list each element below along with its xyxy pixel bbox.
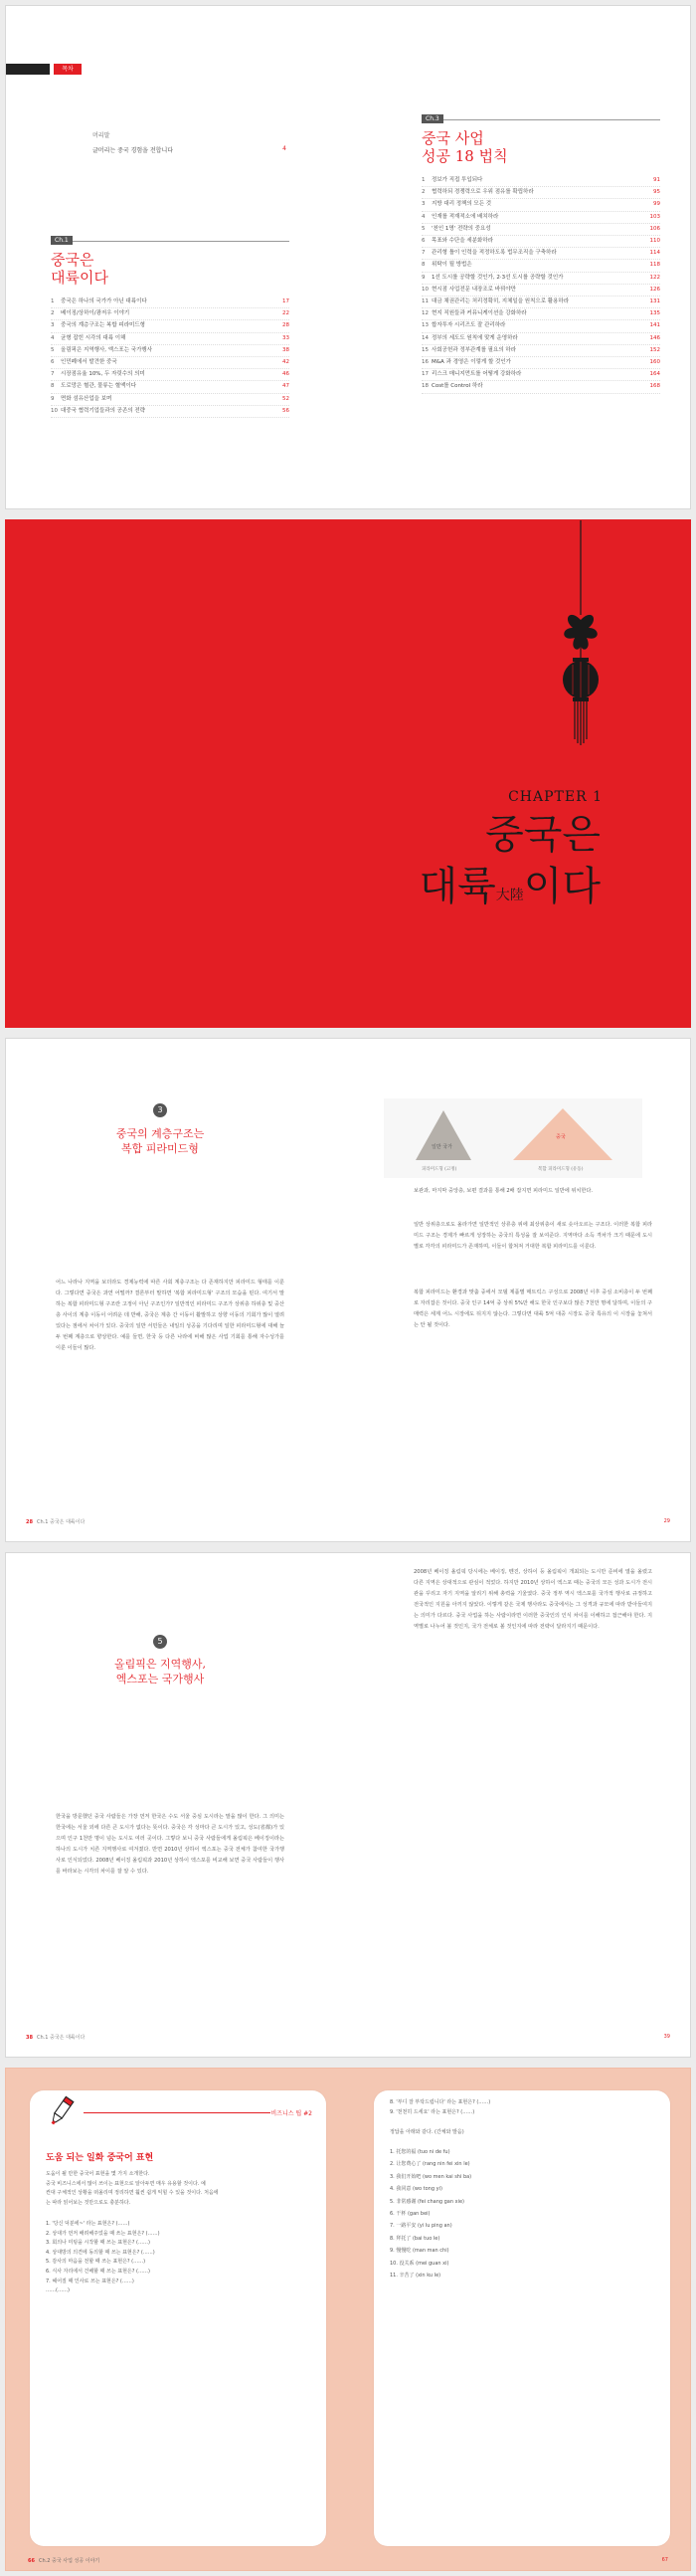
toc-item-page: 135 (649, 310, 660, 317)
chapter1-item[interactable] (51, 357, 289, 369)
toc-item-title: 위탁이 될 방법은 (432, 262, 472, 269)
chapter1-block (51, 227, 289, 418)
toc-item-page: 152 (649, 346, 660, 353)
toc-item-page: 126 (649, 286, 660, 293)
preface-entry[interactable] (92, 130, 286, 154)
toc-item-title: Cost를 Control 하라 (432, 383, 483, 390)
chapter1-item[interactable] (51, 308, 289, 320)
toc-item-page: 46 (282, 371, 289, 378)
tips-right-card (374, 2090, 670, 2546)
toc-item-page: 42 (282, 359, 289, 366)
toc-item-page: 33 (282, 334, 289, 341)
toc-item-number: 4 (422, 213, 426, 220)
toc-item-number: 13 (422, 322, 429, 329)
toc-item-title: 리스크 매니지먼트를 어떻게 강화하라 (432, 371, 522, 378)
toc-item-number: 7 (51, 371, 55, 378)
toc-item-title: 인민폐에서 발견한 중국 (61, 359, 117, 366)
tips-title: 도움 되는 일화 중국어 표현 (46, 2153, 154, 2163)
chapter-title-line2 (419, 861, 601, 921)
toc-item-title: 베이징/상하이/광저우 이야기 (61, 310, 130, 317)
chapter1-item[interactable] (51, 394, 289, 406)
intro-line: 는 따라 읽어보는 것만으로도 충분하다. (46, 2199, 131, 2206)
tips-question-list-cont (390, 2098, 653, 2117)
chapter3-item[interactable] (422, 308, 660, 320)
toc-item-number: 1 (422, 177, 426, 183)
answer-item: 3. 我们开始吧 (wo men kai shi ba) (390, 2173, 472, 2180)
chapter3-item[interactable] (422, 357, 660, 369)
toc-item-number: 1 (51, 298, 55, 304)
tips-header-rule (84, 2112, 270, 2113)
answer-item: 10. 没关系 (mei guan xi) (390, 2260, 449, 2267)
toc-item-title: 현지 직원들과 커뮤니케이션을 강화하라 (432, 310, 527, 317)
toc-item-page: 146 (649, 334, 660, 341)
toc-item-title: 협력하되 경쟁력으로 우위 점유를 확립하라 (432, 189, 534, 196)
chapter3-item[interactable] (422, 381, 660, 393)
toc-item-title: 시장점유율 10%, 두 자릿수의 의미 (61, 371, 145, 378)
footer-right-number: 39 (663, 2034, 670, 2040)
chapter3-rule (443, 119, 660, 120)
toc-item-title: 균형 잡힌 시각의 대륙 이해 (61, 334, 126, 341)
chapter1-item[interactable] (51, 320, 289, 332)
title-word-ida: 이다 (523, 864, 601, 909)
toc-item-title: '천인 1명' 전략의 중요성 (432, 225, 491, 232)
toc-item-number: 8 (51, 383, 55, 390)
right-paragraph-1: 보관과, 마지막 중앙층, 보편 결과를 통해 2배 잡지면 피라미드 일반에 위치한다. (414, 1188, 594, 1194)
toc-item-page: 28 (282, 322, 289, 329)
toc-item-page: 103 (649, 213, 660, 220)
toc-item-title: 사회공헌과 정부관계를 필요의 하라 (432, 346, 516, 353)
toc-item-page: 122 (649, 274, 660, 281)
toc-item-number: 11 (422, 298, 429, 305)
toc-item-page: 168 (649, 383, 660, 390)
toc-item-title: 도로망은 혈관, 물류는 혈액이다 (61, 383, 137, 390)
tips-intro (46, 2170, 309, 2208)
lantern-icon (551, 520, 610, 759)
toc-item-page: 99 (653, 201, 660, 208)
question-item: 3. 회의나 미팅을 시작할 때 쓰는 표현은? (……) (46, 2240, 150, 2247)
chapter3-chip: Ch.3 (422, 114, 443, 123)
toc-item-number: 14 (422, 334, 429, 341)
left-paragraph: 어느 나라나 지역을 보더라도 경제능력에 따른 사회 계층구조는 다 존재하지만 피라미드 형태를 이룬다. 그렇다면 중국은 과연 어떨까? 결론부터 말하면 '복합 피라미드형' 구조의 모습을 띤다. 여기서 말하는 복합 피라미드형 구조란 고정이 아닌 구조인가? 일반적인 피라미드 구조가 상위층 하위층 및 중산층 사이의 계층 이동이 어려운 데 반해, 중국은 계층 간 이동이 활발하고 상향 이동의 기회가 많이 열려 있다는 점에서 차이가 있다. 중국의 일반 서민들은 내일의 성공을 기다리며 일한 피라미드형에 대해 늘 두 번째 계층으로 향상한다. 예를 들면, 한국 등 다른 나라에 비해 많은 사업 기회를 통해 자수성가를 이룬 이들이 많다. (56, 1280, 284, 1351)
toc-item-number: 2 (51, 310, 55, 317)
answer-item: 7. 一路平安 (yi lu ping an) (390, 2223, 452, 2230)
business-tips-page (5, 2068, 691, 2571)
toc-item-title: 대중국 협력기업들과의 공존의 전략 (61, 407, 145, 414)
chapter3-title: 중국 사업 성공 18 법칙 (422, 129, 508, 165)
preface-tag: 머리말 (92, 132, 110, 139)
toc-item-number: 10 (51, 407, 58, 414)
footer-left (28, 2557, 99, 2564)
toc-item-number: 9 (51, 395, 55, 402)
toc-item-page: 164 (649, 371, 660, 378)
toc-item-page: 91 (653, 177, 660, 183)
answer-item: 2. 让您费心了 (rang nin fei xin le) (390, 2161, 470, 2168)
toc-item-number: 8 (422, 262, 426, 269)
chapter1-item[interactable] (51, 369, 289, 381)
answers-head-text: 정답을 아래와 같다. (간체와 발음) (390, 2129, 464, 2135)
spread-olympics (5, 1552, 691, 2058)
toc-item-title: 대금 채권관리는 처리정확히, 지체일을 원칙으로 활용하라 (432, 298, 570, 305)
toc-item-number: 12 (422, 310, 429, 317)
chapter3-item[interactable] (422, 345, 660, 357)
answer-item: 8. 拜托了 (bai tuo le) (390, 2235, 440, 2242)
toc-item-page: 52 (282, 395, 289, 402)
toc-item-title: 관리형 틀이 인력을 적정하도록 법무조직을 구축하라 (432, 250, 557, 257)
toc-item-page: 22 (282, 310, 289, 317)
pyramid-left-label: 일반 국가 (432, 1144, 452, 1150)
toc-item-number: 4 (51, 334, 55, 341)
tips-left-card (30, 2090, 326, 2546)
chapter3-item[interactable] (422, 224, 660, 236)
chapter1-item[interactable] (51, 406, 289, 418)
footer-left-number: 38 (26, 2035, 33, 2041)
toc-item-page: 118 (649, 262, 660, 269)
question-item: 6. 식사 자리에서 건배할 때 쓰는 표현은? (……) (46, 2268, 150, 2275)
chapter3-list (422, 175, 660, 394)
toc-item-number: 2 (422, 189, 426, 196)
footer-right-number: 29 (663, 1518, 670, 1524)
toc-item-title: 1선 도시를 공략할 것인가, 2·3선 도시를 공략할 것인가 (432, 274, 564, 281)
title-word-daeryuk: 대륙 (419, 864, 496, 909)
footer-left-text: Ch.1 중국은 대륙이다 (36, 2035, 86, 2041)
toc-item-number: 10 (422, 286, 429, 293)
toc-item-title: M&A 과 경영은 이렇게 할 것인가 (432, 359, 511, 366)
chapter-opener-page (5, 519, 691, 1028)
chapter3-item[interactable] (422, 212, 660, 224)
right-paragraph-2: 일반 상위층으로도 올라가면 일반적인 상류층 위에 최상위층이 새로 솟아오르는 구조다. 이러한 복합 피라미드 구조는 경제가 빠르게 성장하는 중국의 특성을 잘 보여준다. 지역마다 소득 격차가 크기 때문에 도시별로 각각의 피라미드가 존재하며, 이들이 합쳐져 거대한 복합 피라미드를 이룬다. (414, 1222, 652, 1250)
pyramid-right-caption: 복합 피라미드형 (유동) (538, 1167, 584, 1172)
footer-left-text: Ch.1 중국은 대륙이다 (36, 1519, 86, 1525)
toc-item-title: 면화 섬유산업을 보며 (61, 395, 112, 402)
toc-item-number: 5 (51, 346, 55, 353)
right-paragraph: 2008년 베이징 올림픽 당시에는 베이징, 톈진, 상하이 등 올림픽이 개최되는 도시만 준비에 열을 올렸고 다른 지역은 상대적으로 관심이 적었다. 하지만 2010년 상하이 엑스포 때는 중국의 모든 성과 도시가 전시관을 꾸리고 자기 지역을 알리기 위해 총력을 기울였다. 중국 정부 역시 엑스포를 국가적 행사로 규정하고 전국적인 지원을 아끼지 않았다. 이렇게 같은 국제 행사라도 중국에서는 그 성격과 규모에 따라 받아들여지는 의미가 다르다. 중국 사업을 하는 사람이라면 이러한 중국인의 인식 차이를 이해하고 접근해야 한다. 지역별로 나누어 볼 것인지, 국가 전체로 볼 것인지에 따라 전략이 달라지기 때문이다. (414, 1569, 652, 1630)
toc-item-page: 131 (649, 298, 660, 305)
question-item: 4. 상대방의 의견에 동의할 때 쓰는 표현은? (……) (46, 2249, 155, 2256)
chapter3-item[interactable] (422, 320, 660, 332)
toc-item-page: 106 (649, 225, 660, 232)
intro-line: 컨대 구체적인 상황을 떠올리며 정리하면 훨씬 쉽게 익힐 수 있을 것이다. 처음에 (46, 2190, 219, 2197)
toc-item-page: 114 (649, 250, 660, 257)
toc-item-page: 160 (649, 359, 660, 366)
toc-item-page: 95 (653, 189, 660, 196)
footer-right-number: 67 (661, 2557, 668, 2563)
toc-item-page: 141 (649, 322, 660, 329)
toc-item-number: 17 (422, 371, 429, 378)
chapter3-item[interactable] (422, 187, 660, 199)
chapter3-item[interactable] (422, 199, 660, 211)
question-item: 5. 감사의 마음을 전할 때 쓰는 표현은? (……) (46, 2259, 146, 2266)
toc-item-title: 인재를 적재적소에 배치하라 (432, 213, 499, 220)
question-item: 9. '천천히 드세요' 라는 표현은? (……) (390, 2108, 475, 2115)
chapter-title-line1: 중국은 (485, 812, 601, 858)
chapter3-item[interactable] (422, 297, 660, 308)
toc-item-number: 5 (422, 225, 426, 232)
section-badge: 5 (153, 1635, 167, 1649)
toc-item-title: 지방 대리 정책의 모든 것 (432, 201, 492, 208)
chapter3-item[interactable] (422, 236, 660, 248)
answer-item: 9. 慢慢吃 (man man chi) (390, 2248, 449, 2255)
right-paragraph-3: 복합 피라미드는 환경과 맞춤 중에서 모델 제품별 매트릭스 구성으로 2008년 이후 중심 소비층이 두 번째로 자리잡은 것이다. 중국 인구 14억 중 상위 5%만 해도 한국 인구보다 많은 7천만 명에 달하며, 이들의 구매력은 세계 어느 시장에도 뒤지지 않는다. 그렇다면 대륙 5억 대중 시장도 중국 특유의 이 시장을 놓쳐서는 안 될 것이다. (414, 1289, 652, 1328)
chapter1-list (51, 297, 289, 418)
chapter3-item[interactable] (422, 369, 660, 381)
left-paragraph: 한국을 방문했던 중국 사람들은 가장 먼저 한국은 수도 서울 중심 도시라는 말을 많이 한다. 그 의미는 한국에는 서울 외에 다른 큰 도시가 없다는 뜻이다. 중국은 각 성마다 큰 도시가 있고, 성도(省都)가 있으며 인구 1천만 명이 넘는 도시도 여러 곳이다. 그렇다 보니 중국 사람들에게 올림픽은 베이징이라는 하나의 도시가 치른 지역행사로 여겨졌다. 반면 2010년 상하이 엑스포는 중국 전체가 참여한 국가행사로 인식되었다. 2008년 베이징 올림픽과 2010년 상하이 엑스포를 비교해 보면 중국 사람들이 행사를 바라보는 시각의 차이를 잘 알 수 있다. (56, 1814, 284, 1875)
section-title: 중국의 계층구조는 복합 피라미드형 (115, 1127, 205, 1155)
chapter1-rule (73, 241, 289, 242)
chapter3-item[interactable] (422, 175, 660, 187)
chapter3-item[interactable] (422, 260, 660, 272)
toc-item-number: 16 (422, 359, 429, 366)
footer-left (26, 1518, 85, 1525)
section-tab-bar (6, 64, 50, 75)
toc-item-title: 현시점 사업전문 내장조로 바꿔야만 (432, 286, 516, 293)
answer-item: 4. 我同意 (wo tong yi) (390, 2186, 442, 2193)
pyramid-left-caption: 피라미드형 (고정) (422, 1167, 457, 1172)
chapter1-item[interactable] (51, 345, 289, 357)
chapter-title (419, 809, 601, 921)
tips-question-list (46, 2220, 309, 2296)
answer-item: 1. 托您的福 (tuo ni de fu) (390, 2149, 450, 2155)
toc-item-title: 올림픽은 지역행사, 엑스포는 국가행사 (61, 346, 153, 353)
question-item: ……(……) (46, 2287, 70, 2294)
chapter3-item[interactable] (422, 273, 660, 285)
chapter3-item[interactable] (422, 248, 660, 260)
spread-pyramid (5, 1038, 691, 1542)
toc-item-number: 3 (422, 201, 426, 208)
footer-left-text: Ch.2 중국 사업 성공 이야기 (38, 2558, 100, 2564)
section-title: 올림픽은 지역행사, 엑스포는 국가행사 (113, 1658, 206, 1685)
chapter3-item[interactable] (422, 285, 660, 297)
preface-page: 4 (282, 145, 286, 152)
answer-item: 5. 非常感谢 (fei chang gan xie) (390, 2198, 465, 2205)
toc-item-title: 중국의 계층구조는 복합 피라미드형 (61, 322, 145, 329)
chapter1-chip: Ch.1 (51, 236, 73, 245)
intro-line: 도움이 될 만한 중국어 표현을 몇 가지 소개한다. (46, 2171, 150, 2177)
toc-item-number: 9 (422, 274, 426, 281)
toc-item-title: 중국은 하나의 국가가 아닌 대륙이다 (61, 298, 147, 304)
toc-page (5, 5, 691, 509)
toc-item-page: 17 (282, 298, 289, 304)
tips-answers-list (390, 2146, 653, 2281)
chapter1-title: 중국은 대륙이다 (51, 251, 108, 287)
toc-item-page: 38 (282, 346, 289, 353)
tips-answers-head (390, 2128, 653, 2138)
intro-line: 중국 비즈니스에서 많이 쓰이는 표현으로 알아두면 매우 유용할 것이다. 예 (46, 2180, 206, 2187)
toc-item-title: 정부의 세도도 원칙에 맞게 운영하라 (432, 334, 518, 341)
toc-item-title: 정보가 직접 투입되다 (432, 177, 483, 183)
chapter1-item[interactable] (51, 333, 289, 345)
toc-tab-label: 목차 (54, 64, 82, 75)
toc-item-number: 7 (422, 250, 426, 257)
chapter1-item[interactable] (51, 381, 289, 393)
footer-left-number: 66 (28, 2558, 35, 2564)
marker-pen-icon (44, 2094, 78, 2128)
chapter3-block (422, 105, 660, 394)
question-item: 7. 헤어질 때 인사로 쓰는 표현은? (……) (46, 2278, 134, 2284)
section-badge: 3 (153, 1103, 167, 1117)
toc-item-page: 56 (282, 407, 289, 414)
toc-item-number: 15 (422, 346, 429, 353)
chapter-label: CHAPTER 1 (508, 789, 603, 805)
chapter1-item[interactable] (51, 297, 289, 308)
footer-left (26, 2034, 85, 2041)
toc-item-page: 47 (282, 383, 289, 390)
toc-item-number: 3 (51, 322, 55, 329)
pyramid-right-label: 중국 (556, 1134, 566, 1140)
toc-item-number: 18 (422, 383, 429, 390)
toc-item-title: 합자투자 시리즈도 잘 관리하라 (432, 322, 506, 329)
toc-item-number: 6 (51, 359, 55, 366)
answer-item: 11. 辛苦了 (xin ku le) (390, 2273, 441, 2279)
question-item: 8. '부디 잘 부탁드립니다' 라는 표현은? (……) (390, 2099, 491, 2105)
title-hanja: 大陸 (495, 888, 524, 903)
toc-item-title: 목표와 수단을 세분화하라 (432, 238, 493, 245)
question-item: 2. 상대가 먼저 배려해주었을 때 쓰는 표현은? (……) (46, 2230, 160, 2237)
toc-item-page: 110 (649, 238, 660, 245)
toc-item-number: 6 (422, 238, 426, 245)
tips-label: 비즈니스 팁 #2 (270, 2110, 312, 2117)
footer-left-number: 28 (26, 1519, 33, 1525)
question-item: 1. '당신 덕분에~' 라는 표현은? (……) (46, 2221, 130, 2227)
answer-item: 6. 干杯 (gan bei) (390, 2211, 431, 2218)
preface-title: 글머리는 중국 경험을 전합니다 (92, 147, 174, 154)
chapter3-item[interactable] (422, 333, 660, 345)
